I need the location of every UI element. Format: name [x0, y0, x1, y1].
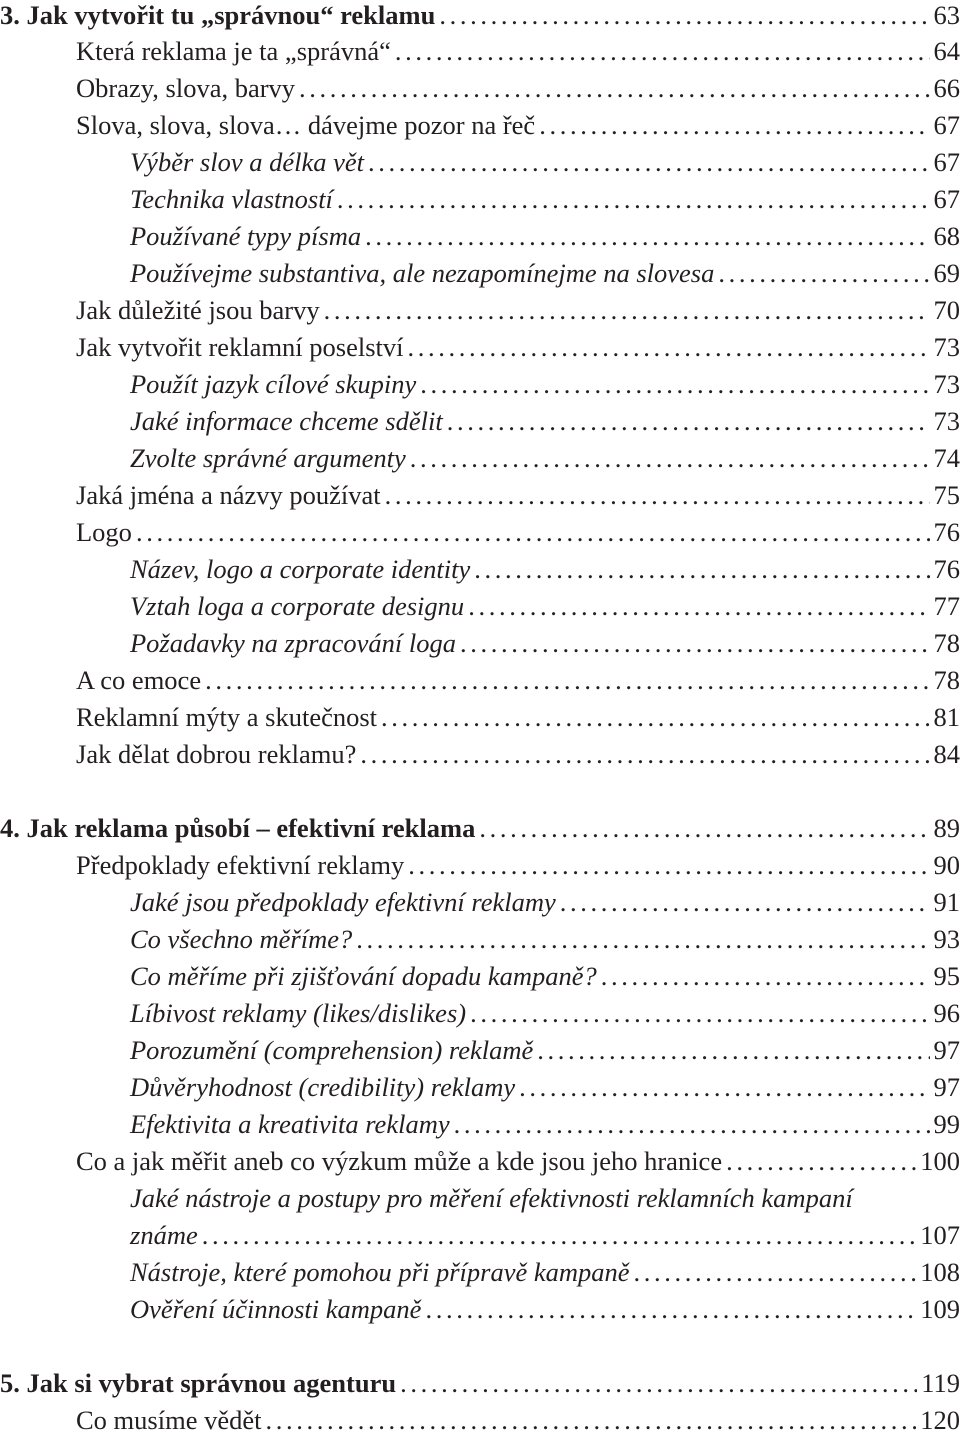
dot-leader [460, 625, 929, 662]
toc-entry [0, 1365, 960, 1402]
toc-entry-content [76, 329, 960, 366]
toc-entry [0, 218, 960, 255]
toc-entry [0, 292, 960, 329]
toc-entry-title: Co měříme při zjišťování dopadu kampaně? [130, 958, 597, 995]
dot-leader [400, 1365, 917, 1402]
toc-page-number: 67 [934, 144, 960, 181]
toc-entry [0, 1032, 960, 1069]
dot-leader [408, 329, 930, 366]
toc-entry-content [130, 144, 960, 181]
toc-entry [0, 1254, 960, 1291]
toc-page-number: 67 [934, 107, 960, 144]
toc-entry [0, 958, 960, 995]
toc-entry-title: Porozumění (comprehension) reklamě [130, 1032, 533, 1069]
toc-entry-content [130, 1180, 960, 1217]
toc-entry-content [130, 1106, 960, 1143]
toc-entry [0, 514, 960, 551]
toc-page-number: 107 [920, 1217, 960, 1254]
dot-leader [360, 736, 929, 773]
dot-leader [474, 551, 929, 588]
toc-entry [0, 1291, 960, 1328]
toc-entry [0, 1069, 960, 1106]
toc-entry-title: Jaké nástroje a postupy pro měření efektivnosti reklamních kampaní [130, 1180, 853, 1217]
toc-entry-content [76, 1402, 960, 1439]
toc-entry [0, 847, 960, 884]
toc-entry-title: Co musíme vědět [76, 1402, 261, 1439]
toc-entry-content [76, 477, 960, 514]
toc-page-number: 64 [934, 33, 960, 70]
toc-entry-content [130, 1217, 960, 1254]
dot-leader [337, 181, 930, 218]
toc-entry-title: Slova, slova, slova… dávejme pozor na řeč [76, 107, 535, 144]
toc-entry-title: Předpoklady efektivní reklamy [76, 847, 404, 884]
toc-page-number: 70 [934, 292, 960, 329]
toc-entry-content [130, 218, 960, 255]
toc-entry-title: Která reklama je ta „správná“ [76, 33, 391, 70]
toc-page-number: 109 [920, 1291, 960, 1328]
toc-page-number: 91 [934, 884, 960, 921]
toc-entry-title: Důvěryhodnost (credibility) reklamy [130, 1069, 515, 1106]
toc-entry-content [76, 70, 960, 107]
dot-leader [205, 662, 929, 699]
toc-page-number: 73 [934, 403, 960, 440]
toc-entry-content [130, 588, 960, 625]
dot-leader [601, 958, 930, 995]
dot-leader [368, 144, 930, 181]
toc-entry-content [76, 107, 960, 144]
dot-leader [537, 1032, 929, 1069]
dot-leader [470, 995, 929, 1032]
toc-page-number: 119 [921, 1365, 960, 1402]
toc-page-number: 75 [934, 477, 960, 514]
toc-entry [0, 1143, 960, 1180]
toc-entry-title: Požadavky na zpracování loga [130, 625, 456, 662]
toc-entry [0, 625, 960, 662]
toc-page-number: 73 [934, 329, 960, 366]
dot-leader [479, 810, 929, 847]
toc-entry [0, 440, 960, 477]
toc-entry-content [130, 884, 960, 921]
toc-entry-title: Používané typy písma [130, 218, 361, 255]
toc-entry-content [130, 181, 960, 218]
toc-entry [0, 255, 960, 292]
toc-entry [0, 810, 960, 847]
toc-entry-title: Nástroje, které pomohou při přípravě kampaně [130, 1254, 630, 1291]
toc-entry-title: Jaká jména a názvy používat [76, 477, 381, 514]
toc-entry [0, 884, 960, 921]
toc-entry-title: Výběr slov a délka vět [130, 144, 364, 181]
toc-entry-content [0, 1365, 960, 1402]
toc-page-number: 66 [934, 70, 960, 107]
toc-page-number: 95 [934, 958, 960, 995]
toc-entry-content [76, 736, 960, 773]
toc-entry-content [130, 995, 960, 1032]
toc-entry-title: Logo [76, 514, 132, 551]
toc-entry-content [130, 921, 960, 958]
toc-page-number: 84 [934, 736, 960, 773]
toc-entry [0, 181, 960, 218]
toc-entry-title: Použít jazyk cílové skupiny [130, 366, 416, 403]
toc-entry [0, 551, 960, 588]
toc-entry-content [0, 810, 960, 847]
toc-entry-content [130, 551, 960, 588]
toc-page-number: 97 [934, 1069, 960, 1106]
dot-leader [447, 403, 930, 440]
toc-entry-title: Reklamní mýty a skutečnost [76, 699, 377, 736]
toc-entry-content [130, 958, 960, 995]
toc-page-number: 78 [934, 662, 960, 699]
toc-entry [0, 699, 960, 736]
dot-leader [726, 1143, 916, 1180]
toc-entry-title: Jak dělat dobrou reklamu? [76, 736, 356, 773]
toc-page-number: 97 [934, 1032, 960, 1069]
toc-page-number: 76 [934, 514, 960, 551]
toc-entry-content [130, 403, 960, 440]
toc-entry [0, 477, 960, 514]
toc-page-number: 76 [934, 551, 960, 588]
toc-entry [0, 1217, 960, 1254]
toc-entry-title: Ověření účinnosti kampaně [130, 1291, 421, 1328]
dot-leader [356, 921, 929, 958]
toc-entry-title: A co emoce [76, 662, 201, 699]
dot-leader [634, 1254, 917, 1291]
toc-entry [0, 662, 960, 699]
toc-page-number: 78 [934, 625, 960, 662]
toc-entry [0, 403, 960, 440]
toc-entry-content [130, 625, 960, 662]
dot-leader [299, 70, 929, 107]
toc-entry [0, 736, 960, 773]
toc-page-number: 96 [934, 995, 960, 1032]
dot-leader [425, 1291, 916, 1328]
toc-entry-title: 4. Jak reklama působí – efektivní reklama [0, 810, 475, 847]
toc-entry [0, 70, 960, 107]
toc-page-number: 120 [920, 1402, 960, 1439]
toc-entry-content [0, 0, 960, 34]
toc-page-number: 108 [920, 1254, 960, 1291]
dot-leader [324, 292, 930, 329]
toc-entry-title: Obrazy, slova, barvy [76, 70, 295, 107]
toc-entry [0, 0, 960, 34]
toc-entry-content [130, 440, 960, 477]
toc-entry-title: Vztah loga a corporate designu [130, 588, 464, 625]
toc-page-number: 67 [934, 181, 960, 218]
dot-leader [560, 884, 930, 921]
dot-leader [381, 699, 929, 736]
toc-entry-title: Jak vytvořit reklamní poselství [76, 329, 404, 366]
toc-entry-content [76, 33, 960, 70]
toc-entry-title: Jaké jsou předpoklady efektivní reklamy [130, 884, 556, 921]
dot-leader [385, 477, 930, 514]
toc-entry-title: 3. Jak vytvořit tu „správnou“ reklamu [0, 0, 435, 34]
dot-leader [420, 366, 929, 403]
toc-entry-title: Zvolte správné argumenty [130, 440, 406, 477]
toc-entry-title: Co všechno měříme? [130, 921, 352, 958]
toc-entry-content [76, 662, 960, 699]
toc-page-number: 89 [934, 810, 960, 847]
toc-page-number: 81 [934, 699, 960, 736]
toc-entry-title: známe [130, 1217, 198, 1254]
toc-entry [0, 995, 960, 1032]
toc-entry-title: Jaké informace chceme sdělit [130, 403, 443, 440]
toc-entry-title: Efektivita a kreativita reklamy [130, 1106, 450, 1143]
dot-leader [395, 33, 930, 70]
toc-entry-title: Technika vlastností [130, 181, 333, 218]
toc-entry-content [76, 292, 960, 329]
toc-entry-content [130, 1254, 960, 1291]
toc-page-number: 69 [934, 255, 960, 292]
toc-entry [0, 33, 960, 70]
dot-leader [539, 107, 929, 144]
dot-leader [439, 0, 929, 34]
toc-entry [0, 1180, 960, 1217]
dot-leader [454, 1106, 930, 1143]
toc-entry-content [76, 1143, 960, 1180]
dot-leader [136, 514, 930, 551]
dot-leader [202, 1217, 917, 1254]
toc-page-number: 100 [920, 1143, 960, 1180]
toc-page-number: 77 [934, 588, 960, 625]
dot-leader [365, 218, 929, 255]
dot-leader [718, 255, 929, 292]
toc-entry-title: Používejme substantiva, ale nezapomínejme na slovesa [130, 255, 714, 292]
toc-page-number: 99 [934, 1106, 960, 1143]
dot-leader [410, 440, 930, 477]
toc-entry-content [130, 1032, 960, 1069]
toc-entry [0, 1402, 960, 1439]
toc-entry-content [130, 255, 960, 292]
toc-entry-content [76, 699, 960, 736]
toc-entry-title: 5. Jak si vybrat správnou agenturu [0, 1365, 396, 1402]
toc-entry-content [76, 514, 960, 551]
toc-page-number: 63 [934, 0, 960, 34]
toc-entry [0, 366, 960, 403]
toc-entry [0, 144, 960, 181]
toc-entry [0, 1106, 960, 1143]
toc-entry-title: Co a jak měřit aneb co výzkum může a kde jsou jeho hranice [76, 1143, 722, 1180]
toc-page-number: 90 [934, 847, 960, 884]
toc-page-number: 68 [934, 218, 960, 255]
toc-entry-content [130, 1069, 960, 1106]
toc-entry [0, 107, 960, 144]
toc-entry-title: Líbivost reklamy (likes/dislikes) [130, 995, 466, 1032]
toc-page-number: 93 [934, 921, 960, 958]
toc-page-number: 73 [934, 366, 960, 403]
toc-entry-title: Název, logo a corporate identity [130, 551, 470, 588]
toc-entry-content [76, 847, 960, 884]
dot-leader [519, 1069, 929, 1106]
toc-entry-content [130, 366, 960, 403]
toc-page-number: 74 [934, 440, 960, 477]
dot-leader [468, 588, 929, 625]
toc-entry-title: Jak důležité jsou barvy [76, 292, 320, 329]
toc-entry [0, 921, 960, 958]
toc-entry [0, 329, 960, 366]
toc-entry [0, 588, 960, 625]
dot-leader [265, 1402, 916, 1439]
toc-entry-content [130, 1291, 960, 1328]
dot-leader [408, 847, 929, 884]
